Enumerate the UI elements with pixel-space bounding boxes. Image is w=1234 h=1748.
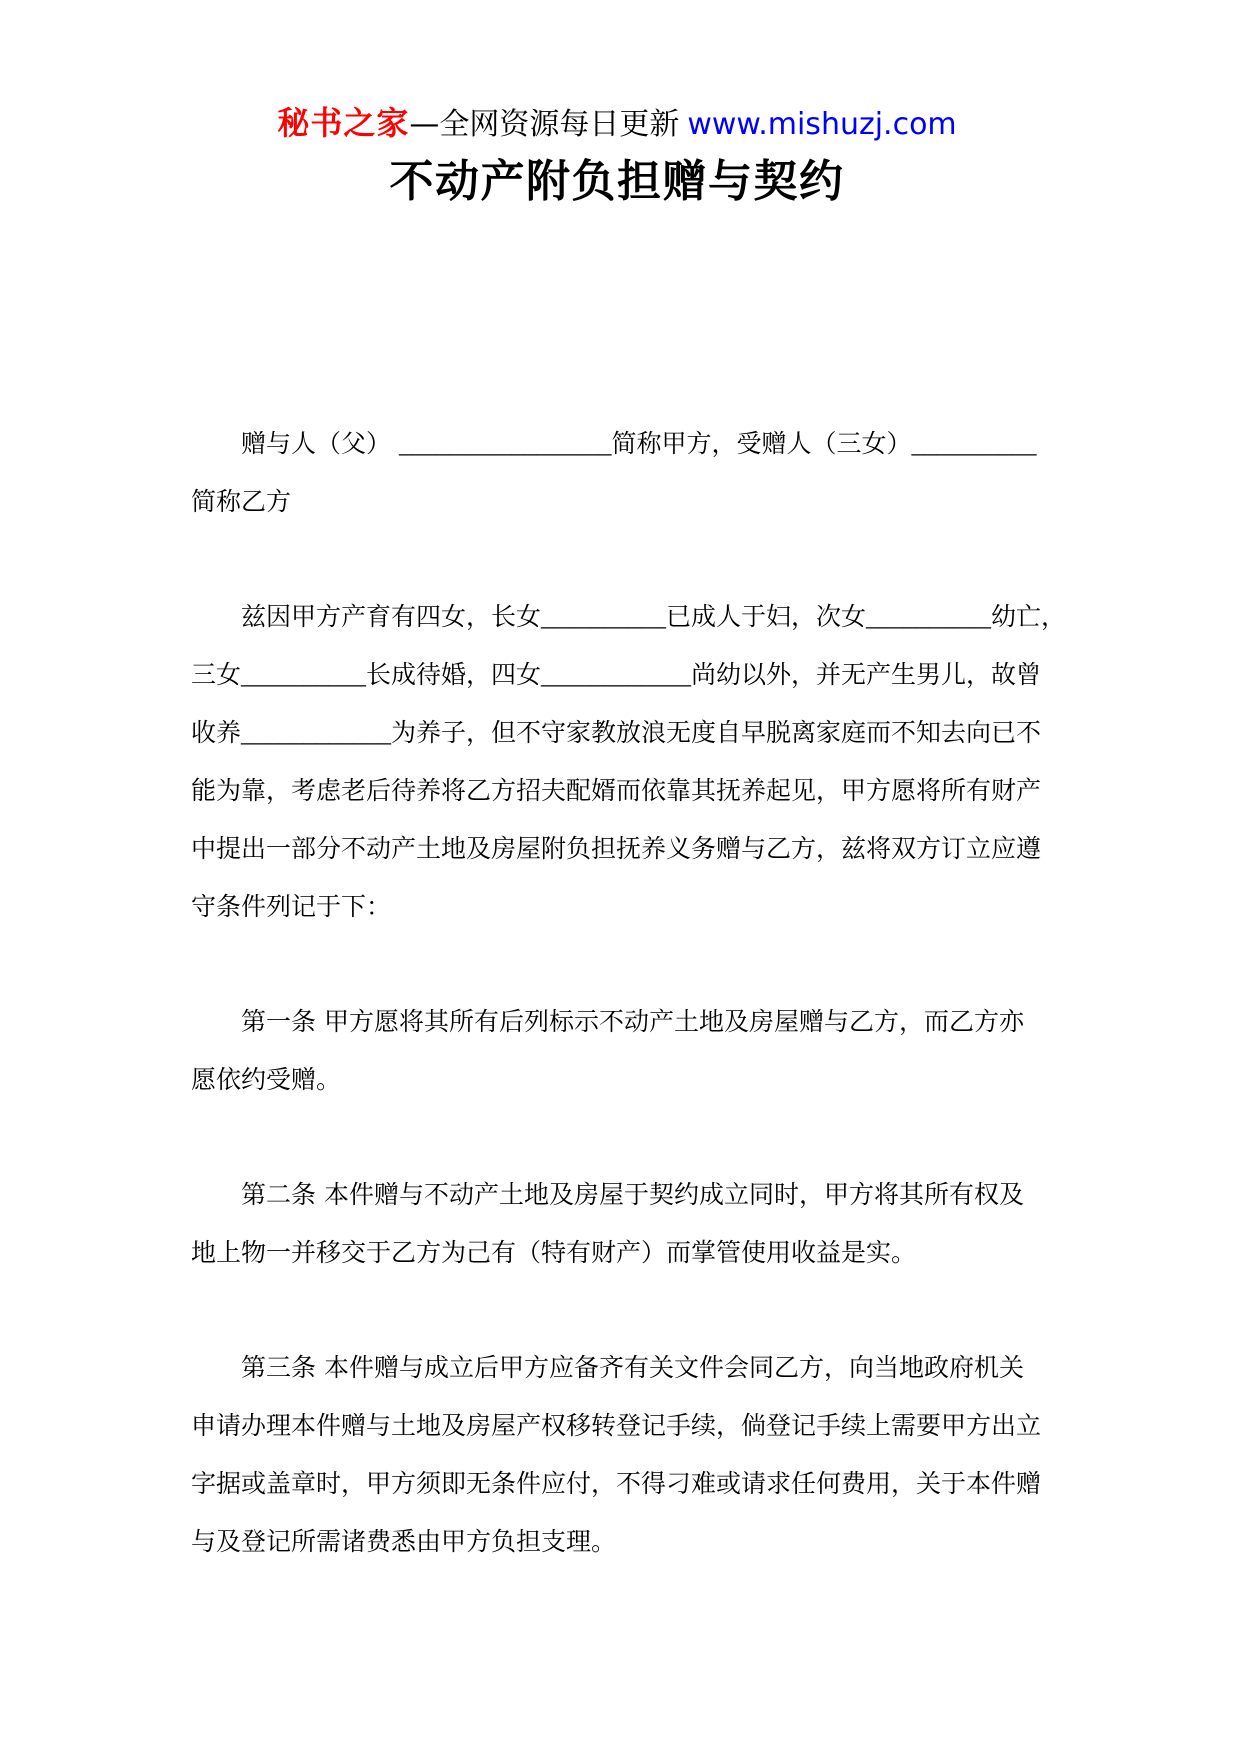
text-run: 收养 <box>191 718 242 747</box>
text-run: 守条件列记于下： <box>191 892 392 921</box>
fill-in-blank: __________ <box>911 431 1037 458</box>
text-line <box>191 762 1091 820</box>
text-line <box>191 1397 1091 1455</box>
text-run: 长成待婚，四女 <box>366 660 542 689</box>
text-line <box>191 993 1091 1051</box>
text-run: 第二条 本件赠与不动产土地及房屋于契约成立同时，甲方将其所有权及 <box>241 1180 1024 1209</box>
text-line <box>191 1339 1091 1397</box>
banner-tagline: —全网资源每日更新 <box>409 107 680 142</box>
fill-in-blank: _________________ <box>398 431 612 458</box>
paragraph <box>191 588 1091 936</box>
text-run: 三女 <box>191 660 242 689</box>
text-run: 简称乙方 <box>191 487 292 516</box>
text-line <box>191 820 1091 878</box>
text-run: 愿依约受赠。 <box>191 1065 342 1094</box>
text-run: 为养子，但不守家教放浪无度自早脱离家庭而不知去向已不 <box>391 718 1042 747</box>
paragraph <box>191 415 1091 531</box>
text-run: 与及登记所需诸费悉由甲方负担支理。 <box>191 1527 617 1556</box>
text-line <box>191 1513 1091 1571</box>
text-line <box>191 1051 1091 1109</box>
banner-url: www.mishuzj.com <box>687 107 957 142</box>
text-run: 尚幼以外，并无产生男儿，故曾 <box>691 660 1042 689</box>
text-run: 地上物一并移交于乙方为己有（特有财产）而掌管使用收益是实。 <box>191 1238 917 1267</box>
text-line <box>191 415 1091 473</box>
text-run: 中提出一部分不动产土地及房屋附负担抚养义务赠与乙方，兹将双方订立应遵 <box>191 834 1042 863</box>
text-run: 字据或盖章时，甲方须即无条件应付，不得刁难或请求任何费用，关于本件赠 <box>191 1469 1042 1498</box>
paragraph <box>191 1166 1091 1282</box>
text-run: 兹因甲方产育有四女，长女 <box>241 602 542 631</box>
paragraph <box>191 993 1091 1109</box>
text-line <box>191 1455 1091 1513</box>
text-line <box>191 473 1091 531</box>
fill-in-blank: __________ <box>866 604 992 631</box>
document-body <box>191 415 1091 1628</box>
text-line <box>191 704 1091 762</box>
document-title: 不动产附负担赠与契约 <box>389 156 845 207</box>
text-run: 申请办理本件赠与土地及房屋产权移转登记手续，倘登记手续上需要甲方出立 <box>191 1411 1042 1440</box>
fill-in-blank: ____________ <box>241 720 392 747</box>
text-line <box>191 878 1091 936</box>
paragraph <box>191 1339 1091 1571</box>
text-run: 简称甲方，受赠人（三女） <box>611 429 912 458</box>
text-run: 已成人于妇，次女 <box>666 602 867 631</box>
text-line <box>191 1166 1091 1224</box>
fill-in-blank: ____________ <box>541 662 692 689</box>
banner-brand: 秘书之家 <box>277 104 410 142</box>
site-banner <box>0 101 1234 145</box>
text-run: 幼亡， <box>991 602 1067 631</box>
fill-in-blank: __________ <box>241 662 367 689</box>
text-line <box>191 646 1091 704</box>
text-run: 赠与人（父） <box>241 429 399 458</box>
text-run: 第一条 甲方愿将其所有后列标示不动产土地及房屋赠与乙方，而乙方亦 <box>241 1007 1024 1036</box>
fill-in-blank: __________ <box>541 604 667 631</box>
text-run: 能为靠，考虑老后待养将乙方招夫配婿而依靠其抚养起见，甲方愿将所有财产 <box>191 776 1042 805</box>
text-line <box>191 588 1091 646</box>
text-line <box>191 1224 1091 1282</box>
text-run: 第三条 本件赠与成立后甲方应备齐有关文件会同乙方，向当地政府机关 <box>241 1353 1024 1382</box>
